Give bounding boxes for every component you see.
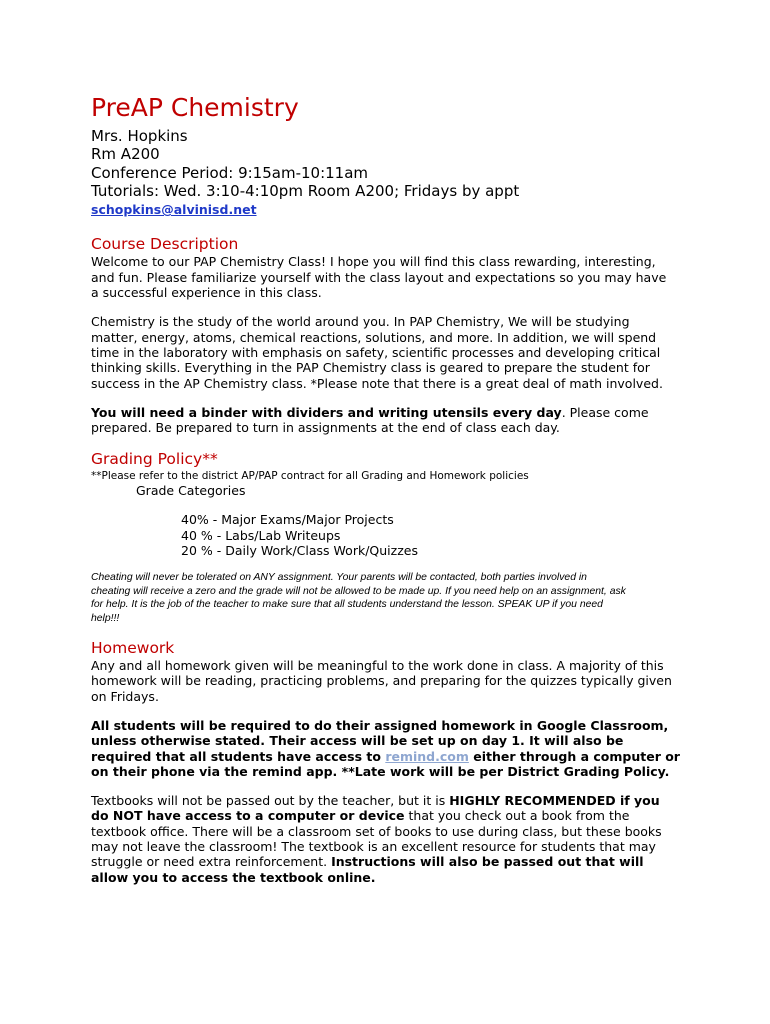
list-item: 40 % - Labs/Lab Writeups xyxy=(181,527,341,543)
email-link[interactable]: schopkins@alvinisd.net xyxy=(91,202,257,218)
page-title: PreAP Chemistry xyxy=(91,93,299,122)
text-fragment: that you check out a book from the xyxy=(404,808,630,824)
list-item: 20 % - Daily Work/Class Work/Quizzes xyxy=(181,542,418,558)
text-line xyxy=(91,808,691,823)
text-line: time in the laboratory with emphasis on safety, scientific processes and developing critical xyxy=(91,344,661,360)
text-fragment: either through a computer or xyxy=(468,748,680,764)
grade-categories-label: Grade Categories xyxy=(136,483,246,499)
text-fragment: . Please come xyxy=(561,404,649,420)
text-line: Any and all homework given will be meaningful to the work done in class. A majority of this xyxy=(91,658,664,674)
text-fragment: required that all students have access to xyxy=(91,748,386,764)
text-line: unless otherwise stated. Their access will be set up on day 1. It will also be xyxy=(91,733,624,749)
text-line xyxy=(91,793,691,808)
text-line xyxy=(91,854,691,869)
text-line: thinking skills. Everything in the PAP Chemistry class is geared to prepare the student for xyxy=(91,360,650,376)
course-chemistry-paragraph xyxy=(91,314,691,390)
tutorials: Tutorials: Wed. 3:10-4:10pm Room A200; Fridays by appt xyxy=(91,181,520,200)
text-line: cheating will receive a zero and the grade will not be allowed to be made up. If you need help on an assignment, ask xyxy=(91,585,626,597)
binder-paragraph xyxy=(91,405,691,436)
text-line: on Fridays. xyxy=(91,688,159,704)
text-line: homework will be reading, practicing problems, and preparing for the quizzes typically given xyxy=(91,673,672,689)
binder-emphasis: You will need a binder with dividers and writing utensils every day xyxy=(91,404,562,420)
homework-intro-paragraph xyxy=(91,658,691,704)
grade-categories-list xyxy=(91,512,691,558)
google-classroom-paragraph xyxy=(91,718,691,779)
remind-link[interactable]: remind.com xyxy=(385,748,469,764)
text-line: for help. It is the job of the teacher to make sure that all students understand the lesson. SPEAK UP if you need xyxy=(91,599,603,611)
text-line: a successful experience in this class. xyxy=(91,285,322,301)
text-fragment: Instructions will also be passed out that will xyxy=(331,854,644,870)
text-fragment: do NOT have access to a computer or device xyxy=(91,808,405,824)
document-content xyxy=(91,92,691,885)
teacher-name: Mrs. Hopkins xyxy=(91,127,188,145)
text-line: success in the AP Chemistry class. *Please note that there is a great deal of math involved. xyxy=(91,375,663,391)
text-line: matter, energy, atoms, chemical reactions, solutions, and more. In addition, we will spend xyxy=(91,329,657,345)
text-line: All students will be required to do their assigned homework in Google Classroom, xyxy=(91,717,669,733)
text-line: Cheating will never be tolerated on ANY assignment. Your parents will be contacted, both parties involved in xyxy=(91,572,587,584)
grading-policy-heading: Grading Policy** xyxy=(91,450,218,469)
text-line: and fun. Please familiarize yourself with the class layout and expectations so you may have xyxy=(91,269,667,285)
course-intro-paragraph xyxy=(91,254,691,300)
text-line: Chemistry is the study of the world around you. In PAP Chemistry, We will be studying xyxy=(91,314,630,330)
course-description-heading: Course Description xyxy=(91,235,239,254)
teacher-info xyxy=(91,127,691,218)
text-line: on their phone via the remind app. **Late work will be per District Grading Policy. xyxy=(91,763,670,779)
text-line: help!!! xyxy=(91,612,120,624)
text-line xyxy=(91,405,691,420)
text-line xyxy=(91,870,691,885)
text-fragment: struggle or need extra reinforcement. xyxy=(91,854,332,870)
text-line: textbook office. There will be a classroom set of books to use during class, but these books xyxy=(91,823,662,839)
homework-heading: Homework xyxy=(91,639,175,658)
grading-note: **Please refer to the district AP/PAP contract for all Grading and Homework policies xyxy=(91,470,529,483)
text-line: prepared. Be prepared to turn in assignments at the end of class each day. xyxy=(91,420,560,436)
text-fragment: Textbooks will not be passed out by the teacher, but it is xyxy=(91,793,450,809)
list-item: 40% - Major Exams/Major Projects xyxy=(181,512,394,528)
text-fragment: allow you to access the textbook online. xyxy=(91,869,376,885)
text-line xyxy=(91,749,691,764)
text-fragment: HIGHLY RECOMMENDED if you xyxy=(449,793,660,809)
textbook-paragraph xyxy=(91,793,691,885)
room-number: Rm A200 xyxy=(91,145,160,164)
text-line: Welcome to our PAP Chemistry Class! I hope you will find this class rewarding, interesting, xyxy=(91,254,656,270)
conference-period: Conference Period: 9:15am-10:11am xyxy=(91,163,369,182)
text-line: may not leave the classroom! The textbook is an excellent resource for students that may xyxy=(91,839,656,855)
cheating-policy xyxy=(91,571,691,625)
